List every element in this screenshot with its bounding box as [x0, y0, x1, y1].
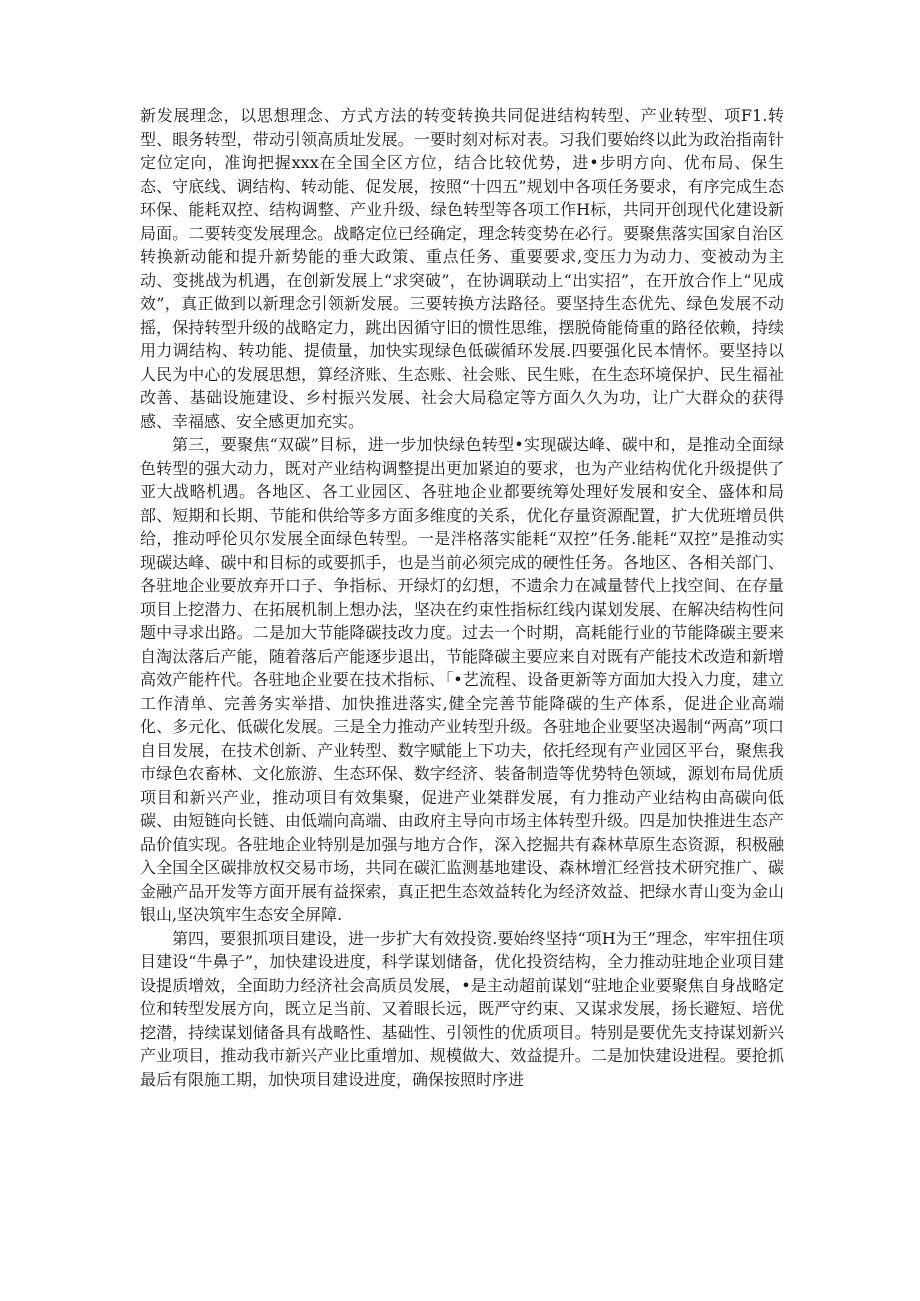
- paragraph-1: 新发展理念，以思想理念、方式方法的转变转换共同促进结构转型、产业转型、项F1.转型、眼务转型，带动引领高质址发展。一要时刻对标对表。习我们要始终以此为政治指南针定位定向，准询把握xxx在全国全区方位，结合比较优势，进•步明方向、优布局、保生态、守底线、调结构、转动能、促发展，按照“十四五”规划中各项任务要求，有序完成生态环保、能耗双控、结构调整、产业升级、绿色转型等各项工作H标，共同开创现代化建设新局面。二要转变发展理念。战略定位已经确定，理念转变势在必行。要聚焦落实国家自治区转换新动能和提升新势能的垂大政策、重点任务、重要要求,变压力为动力、变被动为主动、变挑战为机遇，在创新发展上“求突破”，在协调联动上“出实招”，在开放合作上“见成效”，真正做到以新理念引领新发展。三要转换方法路径。要坚持生态优先、绿色发展不动摇，保持转型升级的战略定力，跳出因循守旧的惯性思维，摆脱倚能倚重的路径依赖，持续用力调结构、转功能、提债量，加快实现绿色低碳循环发展.四要强化民本情怀。要坚持以人民为中心的发展思想，算经济账、生态账、社会账、民生账，在生态环境保护、民生福祉改善、基础设施建设、乡村振兴发展、社会大局稳定等方面久久为功，让广大群众的获得感、幸福感、安全感更加充实。: [140, 106, 784, 431]
- paragraph-3: 第四，要狠抓项目建设，进一步扩大有效投资.要始终坚持“项H为王”理念，牢牢扭住项目建设“牛鼻子”，加快建设进度，科学谋划储备，优化投资结构，全力推动驻地企业项目建设提质增效，全面助力经济社会高质员发展，•是主动超前谋划“驻地企业要聚焦自身战略定位和转型发展方向，既立足当前、又着眼长远，既严守约束、又谋求发展，扬长避短、培优挖潜，持续谋划储备具有战略性、基础性、引领性的优质项目。特别是要优先支持谋划新兴产业项目，推动我市新兴产业比重增加、规模做大、效益提升。二是加快建设进程。要抢抓最后有限施工期，加快项目建设进度，确保按照时序进: [140, 928, 784, 1089]
- document-body: [140, 104, 784, 1091]
- paragraph-2: 第三，要聚焦“双碳”目标，进一步加快绿色转型•实现碳达峰、碳中和，是推动全面绿色转型的强大动力，既对产业结构调整提出更加紧迫的要求，也为产业结构优化升级提供了亚大战略机遇。各地区、各工业园区、各驻地企业都要统筹处理好发展和安全、盛体和局部、短期和长期、节能和供给等多方面多维度的关系，优化存量资源配置，扩大优班增员供给，推动呼伦贝尔发展全面绿色转型。一是泮格落实能耗“双控”任务.能耗“双控”是推动实现碳达峰、碳中和目标的或要抓手，也是当前必须完成的硬性任务。各地区、各相关部门、各驻地企业要放弃开口子、争指标、开绿灯的幻想，不遗余力在减量替代上找空间、在存量项目上挖潜力、在拓展机制上想办法，坚决在约束性指标红线内谋划发展、在解决结构性问题中寻求出路。二是加大节能降碳技改力度。过去一个时期，高耗能行业的节能降碳主要来自淘汰落后产能，随着落后产能逐步退出，节能降碳主要应来自对既有产能技术改造和新增高效产能杵代。各驻地企业要在技术指标、「•艺流程、设备更新等方面加大投入力度，建立工作清单、完善务实举措、加快推进落实,健全完善节能降碳的生产体系，促进企业高端化、多元化、低碳化发展。三是全力推动产业转型升级。各驻地企业要坚决遏制“两高”项口自目发展，在技术创新、产业转型、数字赋能上下功夫，依托经现有产业园区平台，聚焦我市绿色农畜林、文化旅游、生态环保、数字经济、装备制造等优势特色领域，源划布局优质项目和新兴产业，推动项目有效集聚，促进产业桀群发展，有力推动产业结构由高碳向低碳、由短链向长链、由低端向高端、由政府主导向市场主体转型升级。四是加快推进生态产品价值实现。各驻地企业特别是加强与地方合作，深入挖掘共有森林草原生态资源，积极融入全国全区碳排放权交易市场，共同在碳汇监测基地建设、森林增汇经営技术研究推广、碳金融产品开发等方面开展有益探索，真正把生态效益转化为经济效益、把绿水青山变为金山银山,坚决筑牢生态安全屏障.: [140, 435, 784, 924]
